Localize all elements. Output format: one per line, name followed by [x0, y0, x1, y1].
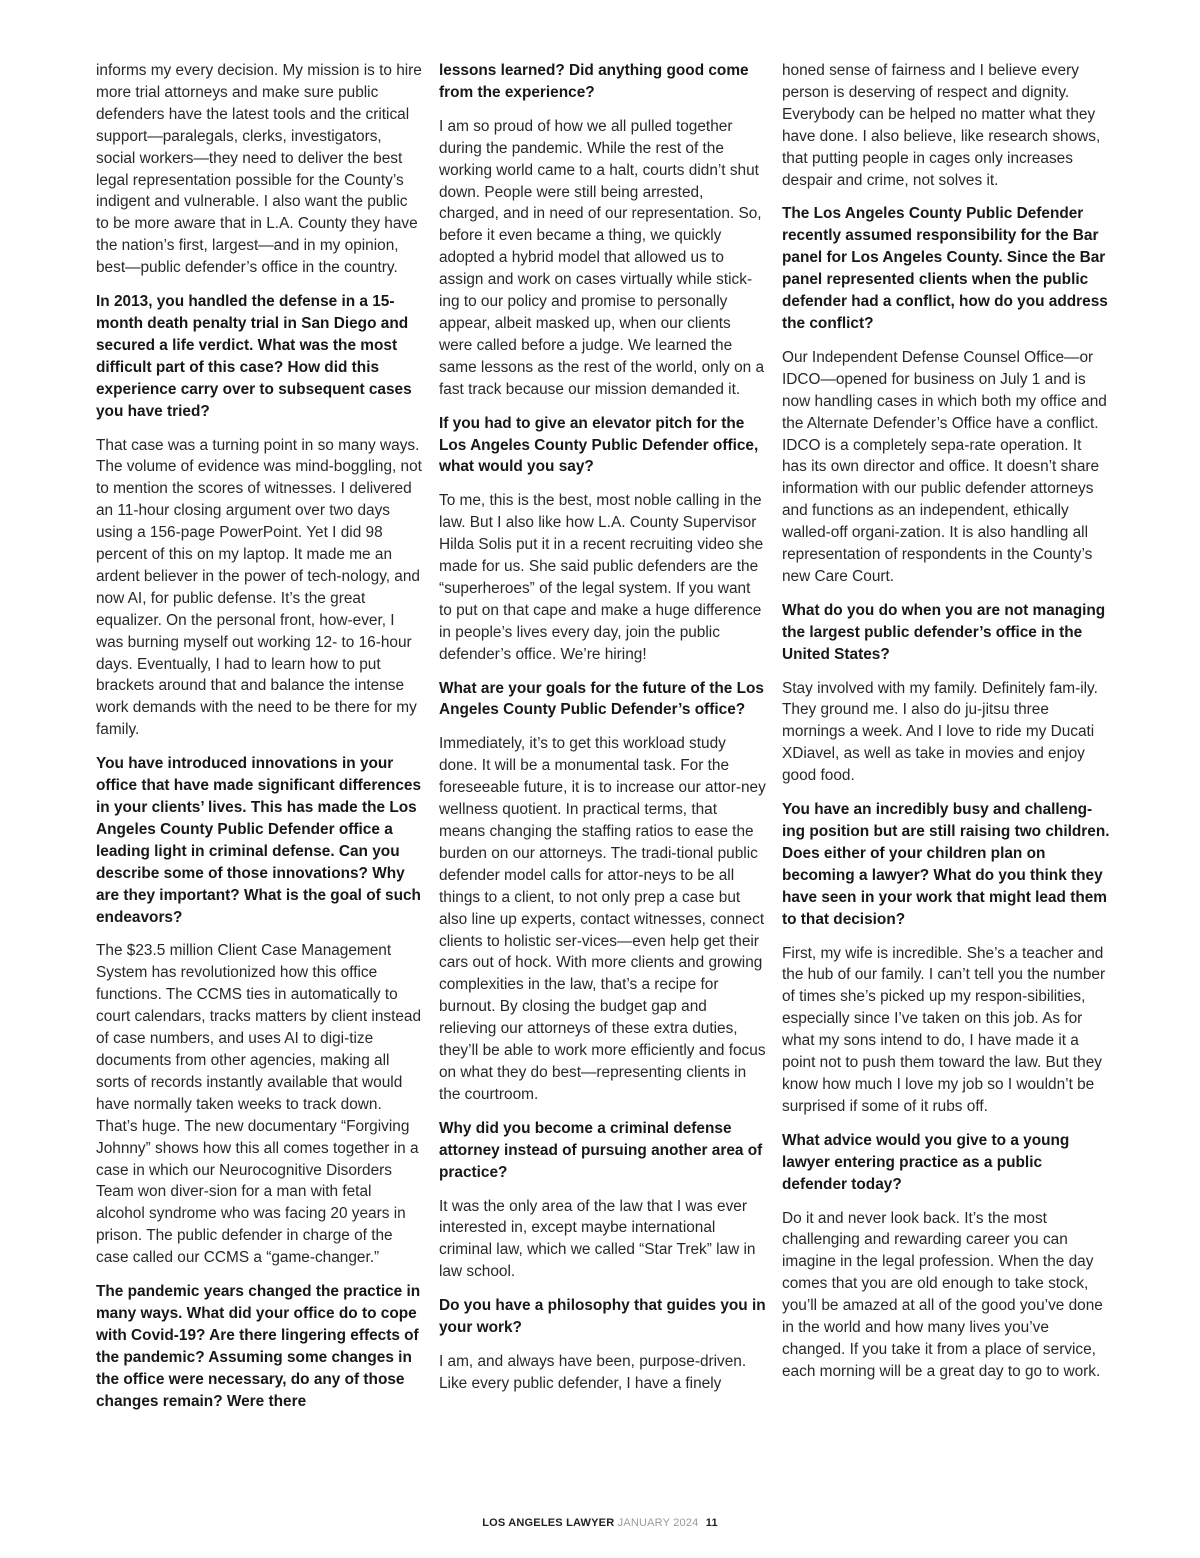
- interview-answer: It was the only area of the law that I was ever interested in, except maybe international criminal law, which we called “Star Trek” law in law school.: [439, 1197, 756, 1281]
- interview-answer: I am, and always have been, purpose-driven. Like every public defender, I have a finely: [439, 1352, 747, 1392]
- interview-question: lessons learned? Did anything good come from the experience?: [439, 62, 749, 101]
- interview-question: What do you do when you are not managing the largest public defender’s office in the United States?: [782, 601, 1106, 663]
- interview-question: Do you have a philosophy that guides you in your work?: [439, 1297, 766, 1337]
- article-column-2: [439, 60, 767, 1407]
- interview-question: You have introduced innovations in your office that have made significant differences in your clients’ lives. This has made the Los Angeles County Public Defender office a leading light in criminal defense. Can you describe some of those innovations? Why are they important? What is the goal of such endeavors?: [96, 755, 421, 926]
- interview-answer: That case was a turning point in so many ways. The volume of evidence was mind-boggling, not to mention the scores of witnesses. I delivered an 11-hour closing argument over two days using a 156-page PowerPoint. Yet I did 98 percent of this on my laptop. It made me an ardent believer in the power of tech-nology, and now AI, for public defense. It’s the great equalizer. On the personal front, how-ever, I was burning myself out working 12- to 16-hour days. Eventually, I had to learn how to put brackets around that and balance the intense work demands with the need to be there for my family.: [96, 436, 422, 739]
- interview-question: What advice would you give to a young lawyer entering practice as a public defender today?: [782, 1131, 1070, 1193]
- footer-page-number: 11: [705, 1517, 718, 1529]
- interview-answer: informs my every decision. My mission is to hire more trial attorneys and make sure public defenders have the latest tools and the critical support—paralegals, clerks, investigators, social workers—they need to deliver the best legal representation possible for the County’s indigent and vulnerable. I also want the public to be more aware that in L.A. County they have the nation’s first, largest—and in my opinion, best—public defender’s office in the country.: [96, 62, 422, 277]
- interview-answer: honed sense of fairness and I believe every person is deserving of respect and dignity. Everybody can be helped no matter what they have done. I also believe, like research shows, that putting people in cages only increases despair and crime, not solves it.: [782, 62, 1101, 189]
- interview-question: The pandemic years changed the practice in many ways. What did your office do to cope with Covid-19? Are there lingering effects of the pandemic? Assuming some changes in the office were necessary, do any of those changes remain? Were there: [96, 1283, 421, 1410]
- interview-question: If you had to give an elevator pitch for the Los Angeles County Public Defender office, what would you say?: [439, 414, 759, 476]
- interview-question: You have an incredibly busy and challeng-ing position but are still raising two children. Does either of your children plan on becoming a lawyer? What do you think they have seen in your work that might lead them to that decision?: [782, 801, 1110, 928]
- interview-question: In 2013, you handled the defense in a 15-month death penalty trial in San Diego and secured a life verdict. What was the most difficult part of this case? How did this experience carry over to subsequent cases you have tried?: [96, 293, 412, 420]
- article-column-3: [782, 60, 1110, 1395]
- interview-answer: The $23.5 million Client Case Management System has revolutionized how this office functions. The CCMS ties in automatically to court calendars, tracks matters by client instead of case numbers, and uses AI to digi-tize documents from other agencies, making all sorts of records instantly available that would have normally taken weeks to track down. That’s huge. The new documentary “Forgiving Johnny” shows how this all comes together in a case in which our Neurocognitive Disorders Team won diver-sion for a man with fetal alcohol syndrome who was facing 20 years in prison. The public defender in charge of the case called our CCMS a “game-changer.”: [96, 942, 422, 1267]
- interview-answer: To me, this is the best, most noble calling in the law. But I also like how L.A. County Supervisor Hilda Solis put it in a recent recruiting video she made for us. She said public defenders are the “superheroes” of the legal system. If you want to put on that cape and make a huge difference in people’s lives every day, join the public defender’s office. We’re hiring!: [439, 492, 764, 663]
- interview-answer: First, my wife is incredible. She’s a teacher and the hub of our family. I can’t tell you the number of times she’s picked up my respon-sibilities, especially since I’ve taken on this job. As for what my sons intend to do, I have made it a point not to push them toward the law. But they know how much I love my job so I wouldn’t be surprised if some of it rubs off.: [782, 944, 1106, 1115]
- footer-magazine-name: LOS ANGELES LAWYER: [482, 1517, 615, 1529]
- interview-answer: Stay involved with my family. Definitely fam-ily. They ground me. I also do ju-jitsu three mornings a week. And I love to ride my Ducati XDiavel, as well as take in movies and enjoy good food.: [782, 679, 1098, 785]
- interview-answer: I am so proud of how we all pulled together during the pandemic. While the rest of the working world came to a halt, courts didn’t shut down. People were still being arrested, charged, and in need of our representation. So, before it even became a thing, we quickly adopted a hybrid model that allowed us to assign and work on cases virtually while stick-ing to our policy and promise to personally appear, albeit masked up, when our clients were called before a judge. We learned the same lessons as the rest of the world, only on a fast track because our mission demanded it.: [439, 117, 765, 398]
- interview-answer: Immediately, it’s to get this workload study done. It will be a monumental task. For the foreseeable future, it is to increase our attor-ney wellness quotient. In practical terms, that means changing the staffing ratios to ease the burden on our attorneys. The tradi-tional public defender model calls for attor-neys to be all things to a client, to not only prep a case but also line up experts, contact witnesses, connect clients to holistic ser-vices—even help get their cars out of hock. With more clients and growing complexities in the law, that’s a recipe for burnout. By closing the budget gap and relieving our attorneys of these extra duties, they’ll be able to work more efficiently and focus on what they do best—representing clients in the courtroom.: [439, 735, 766, 1103]
- interview-answer: Do it and never look back. It’s the most challenging and rewarding career you can imagine in the legal profession. When the day comes that you are old enough to take stock, you’ll be amazed at all of the good you’ve done in the world and how many lives you’ve changed. If you take it from a place of service, each morning will be a great day to go to work.: [782, 1209, 1103, 1380]
- page-footer: [0, 1517, 1200, 1529]
- interview-question: The Los Angeles County Public Defender recently assumed responsibility for the Bar panel for Los Angeles County. Since the Bar panel represented clients when the public defender had a conflict, how do you address the conflict?: [782, 205, 1108, 332]
- interview-question: Why did you become a criminal defense attorney instead of pursuing another area of practice?: [439, 1119, 763, 1181]
- article-column-1: [96, 60, 424, 1424]
- footer-issue-date: JANUARY 2024: [617, 1517, 699, 1529]
- interview-answer: Our Independent Defense Counsel Office—or IDCO—opened for business on July 1 and is now handling cases in which both my office and the Alternate Defender’s Office have a conflict. IDCO is a completely sepa-rate operation. It has its own director and office. It doesn’t share information with our public defender attorneys and functions as an independent, ethically walled-off organi-zation. It is also handling all representation of respondents in the County’s new Care Court.: [782, 348, 1107, 585]
- interview-question: What are your goals for the future of the Los Angeles County Public Defender’s office?: [439, 679, 764, 719]
